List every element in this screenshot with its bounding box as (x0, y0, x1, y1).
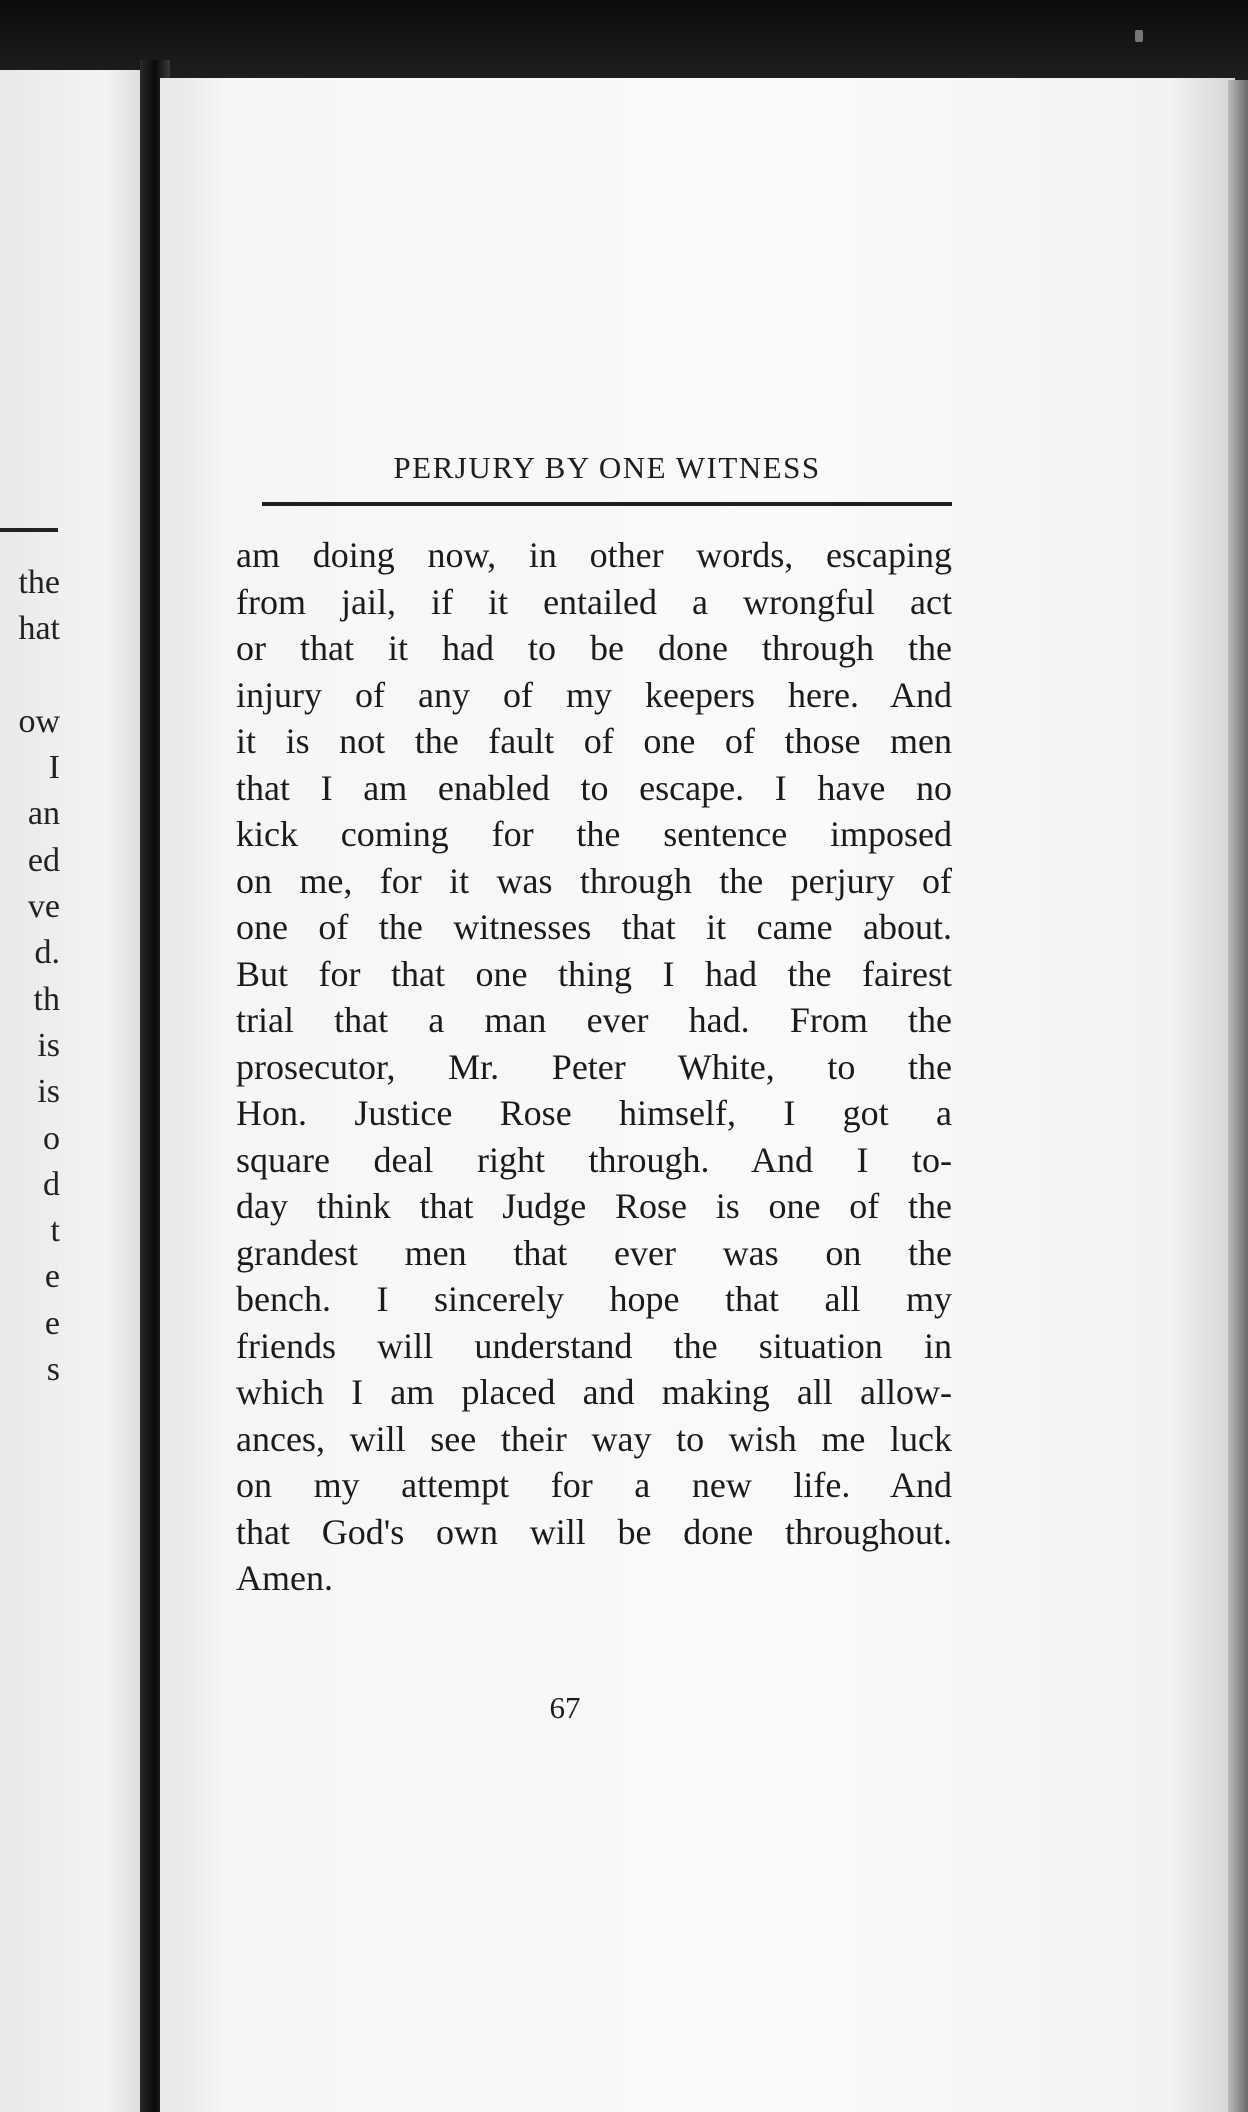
scan-top-border (0, 0, 1248, 80)
left-fragment: I (48, 749, 60, 787)
text-line: on me, for it was through the perjury of (236, 860, 952, 901)
text-line: square deal right through. And I to- (236, 1139, 952, 1180)
text-line: kick coming for the sentence imposed (236, 814, 952, 854)
left-fragment: e (44, 1258, 60, 1296)
left-fragment: is (37, 1026, 60, 1064)
left-fragment (0, 653, 60, 699)
text-line: trial that a man ever had. From the (236, 1000, 952, 1040)
left-fragment: d. (34, 934, 60, 972)
page-edge-shadow (1228, 80, 1248, 2112)
text-line: ances, will see their way to wish me luck (236, 1418, 952, 1459)
text-line: that God's own will be done throughout. (236, 1511, 952, 1552)
text-line: grandest men that ever was on the (236, 1232, 952, 1273)
text-line: one of the witnesses that it came about. (236, 907, 952, 947)
left-fragment: th (33, 980, 60, 1018)
text-line: it is not the fault of one of those men (236, 721, 952, 761)
left-fragment: ve (27, 888, 60, 926)
left-fragment: is (37, 1073, 60, 1111)
text-line: on my attempt for a new life. And (236, 1465, 952, 1505)
left-fragment: o (43, 1119, 60, 1157)
text-line: bench. I sincerely hope that all my (236, 1279, 952, 1319)
page-number: 67 (549, 1690, 581, 1725)
text-line: that I am enabled to escape. I have no (236, 767, 952, 808)
left-fragment: s (46, 1351, 60, 1389)
scan-corner-mark (1135, 30, 1143, 42)
left-fragment: the (18, 564, 60, 601)
text-line: or that it had to be done through the (236, 628, 952, 668)
text-line: day think that Judge Rose is one of the (236, 1186, 952, 1226)
left-fragment: d (43, 1165, 60, 1203)
left-fragment: t (50, 1212, 60, 1250)
text-line: injury of any of my keepers here. And (236, 674, 952, 715)
left-page-head-rule (0, 528, 58, 532)
text-line: friends will understand the situation in (236, 1325, 952, 1366)
left-fragment: an (27, 795, 60, 833)
running-head: PERJURY BY ONE WITNESS (393, 450, 821, 485)
left-page-text-fragments (0, 560, 60, 1393)
left-fragment: ed (27, 841, 60, 879)
left-fragment: e (44, 1304, 60, 1342)
text-line: am doing now, in other words, escaping (236, 535, 952, 575)
left-fragment: ow (18, 702, 60, 740)
body-text (236, 532, 952, 1602)
text-line: prosecutor, Mr. Peter White, to the (236, 1046, 952, 1087)
left-page (0, 70, 150, 2112)
text-line: Hon. Justice Rose himself, I got a (236, 1093, 952, 1133)
running-head-rule (262, 502, 952, 506)
left-fragment: hat (18, 610, 60, 648)
text-line: which I am placed and making all allow- (236, 1372, 952, 1412)
text-line: from jail, if it entailed a wrongful act (236, 581, 952, 622)
text-line: But for that one thing I had the fairest (236, 953, 952, 994)
text-line: Amen. (236, 1558, 333, 1598)
